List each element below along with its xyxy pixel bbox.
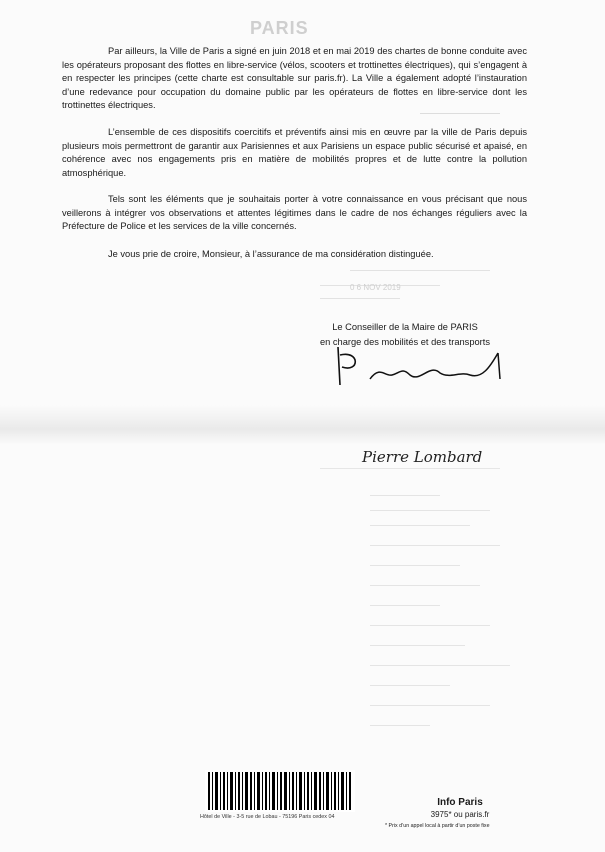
footer-address: Hôtel de Ville - 3-5 rue de Lobau - 75196 Paris cedex 04 — [200, 814, 335, 820]
handwritten-name — [360, 440, 490, 470]
svg-text:Pierre Lombard: Pierre Lombard — [362, 448, 483, 466]
barcode — [205, 770, 355, 812]
info-paris-title: Info Paris — [437, 797, 483, 808]
handwritten-signature — [330, 345, 520, 390]
header-logo-ghost: PARIS — [250, 18, 309, 38]
scan-artifact-band — [0, 405, 605, 445]
info-paris-contact: 3975* ou paris.fr — [430, 810, 490, 819]
info-paris-note: * Prix d’un appel local à partir d’un poste fixe — [385, 823, 490, 829]
stamp-ghost: 0 6 NOV 2019 — [350, 283, 401, 292]
signatory-title: Le Conseiller de la Maire de PARIS — [332, 322, 478, 332]
paragraph-elements: Tels sont les éléments que je souhaitais porter à votre connaissance en vous précisant que nous veillerons à intégrer vos observations et attentes légitimes dans le cadre de nos échanges réguliers avec la Préfecture de Police et les services de la ville concernés. — [62, 194, 527, 232]
paragraph-dispositifs: L’ensemble de ces dispositifs coercitifs et préventifs ainsi mis en œuvre par la ville de Paris depuis plusieurs mois permettront de garantir aux Parisiennes et aux Parisiens un espace public sécurisé et apaisé, en cohérence avec nos engagements pris en matière de mobilités propres et de lutte contre la pollution atmosphérique. — [62, 127, 527, 178]
paragraph-chartes: Par ailleurs, la Ville de Paris a signé en juin 2018 et en mai 2019 des chartes de bonne conduite avec les opérateurs proposant des flottes en libre-service (vélos, scooters et trottinettes électriques), qui s’engagent à en respecter les principes (cette charte est consultable sur paris.fr). La Ville a également adopté l’instauration d’une redevance pour occupation du domaine public par les opérateurs de flottes en libre-service dont les trottinettes électriques. — [62, 46, 527, 111]
paragraph-salutation: Je vous prie de croire, Monsieur, à l’assurance de ma considération distinguée. — [108, 249, 434, 259]
signatory-role: en charge des mobilités et des transports — [319, 337, 491, 347]
